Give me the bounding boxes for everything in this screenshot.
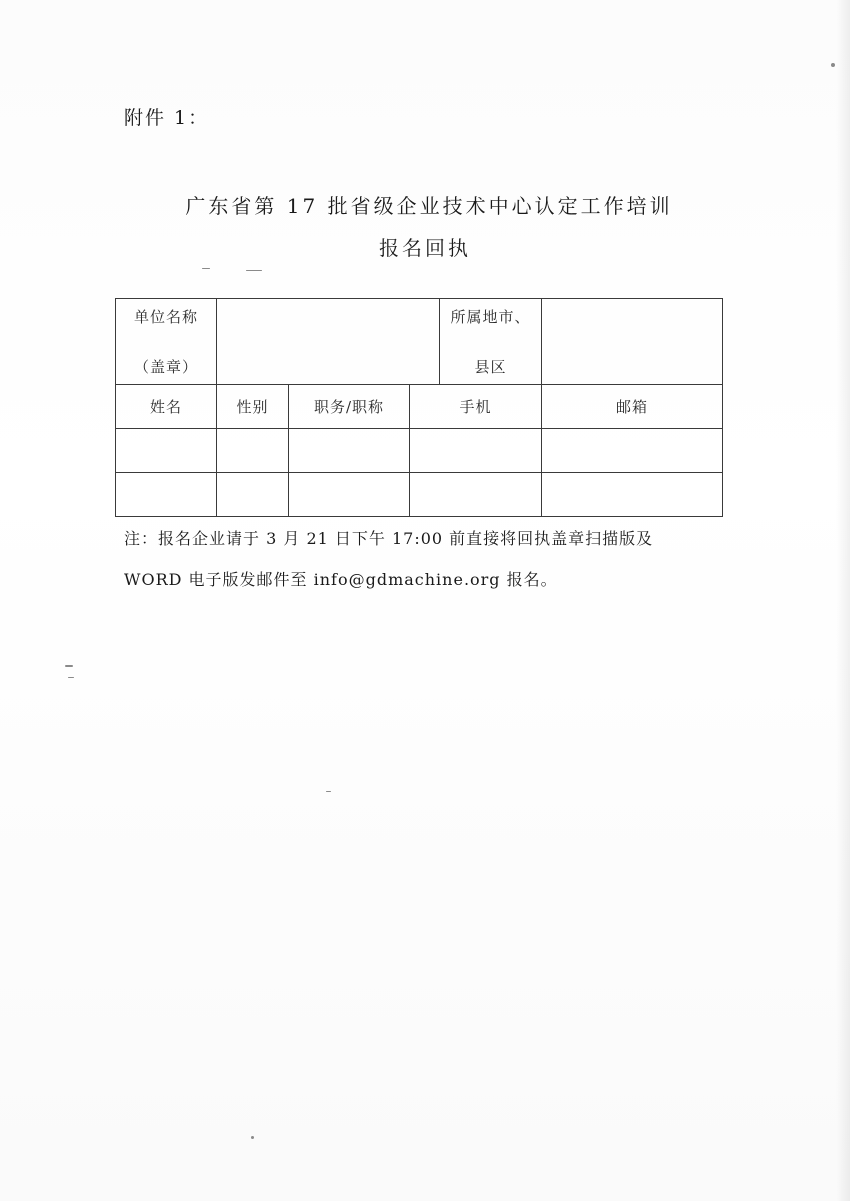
- region-label: 所属地市、: [450, 307, 531, 326]
- region-field[interactable]: [542, 299, 723, 385]
- note-line-1: 注：报名企业请于 3 月 21 日下午 17:00 前直接将回执盖章扫描版及: [124, 529, 654, 548]
- attachment-label: 附件 1：: [124, 107, 210, 129]
- email-field[interactable]: [542, 473, 723, 517]
- region-label-sub: 县区: [474, 357, 507, 376]
- unit-name-label: 单位名称: [133, 307, 198, 326]
- column-header-mobile: 手机: [410, 385, 542, 429]
- scan-speck: [68, 677, 74, 678]
- scan-speck: [251, 1136, 254, 1139]
- column-header-name: 姓名: [116, 385, 217, 429]
- scan-edge-shadow: [836, 0, 850, 1201]
- scan-speck: [65, 665, 73, 667]
- unit-name-label-cell: [116, 299, 217, 385]
- name-field[interactable]: [116, 473, 217, 517]
- note-line-2: WORD 电子版发邮件至 info@gdmachine.org 报名。: [124, 570, 558, 589]
- column-header-row: [116, 385, 723, 429]
- name-field[interactable]: [116, 429, 217, 473]
- table-row: [116, 473, 723, 517]
- scan-speck: [831, 63, 835, 67]
- column-header-email: 邮箱: [542, 385, 723, 429]
- scan-speck: [326, 791, 331, 792]
- mobile-field[interactable]: [410, 429, 542, 473]
- position-field[interactable]: [289, 473, 410, 517]
- column-header-position: 职务/职称: [289, 385, 410, 429]
- unit-name-field[interactable]: [217, 299, 440, 385]
- region-label-cell: [440, 299, 542, 385]
- document-subtitle: 报名回执: [379, 236, 471, 260]
- unit-name-seal-note: （盖章）: [133, 357, 198, 376]
- column-header-gender: 性别: [217, 385, 289, 429]
- mobile-field[interactable]: [410, 473, 542, 517]
- gender-field[interactable]: [217, 429, 289, 473]
- table-row: [116, 429, 723, 473]
- scan-speck: [202, 268, 210, 269]
- scan-speck: [246, 270, 262, 271]
- gender-field[interactable]: [217, 473, 289, 517]
- unit-info-row: [116, 299, 723, 385]
- email-field[interactable]: [542, 429, 723, 473]
- position-field[interactable]: [289, 429, 410, 473]
- document-title: 广东省第 17 批省级企业技术中心认定工作培训: [185, 194, 673, 218]
- registration-form-table: [115, 298, 723, 517]
